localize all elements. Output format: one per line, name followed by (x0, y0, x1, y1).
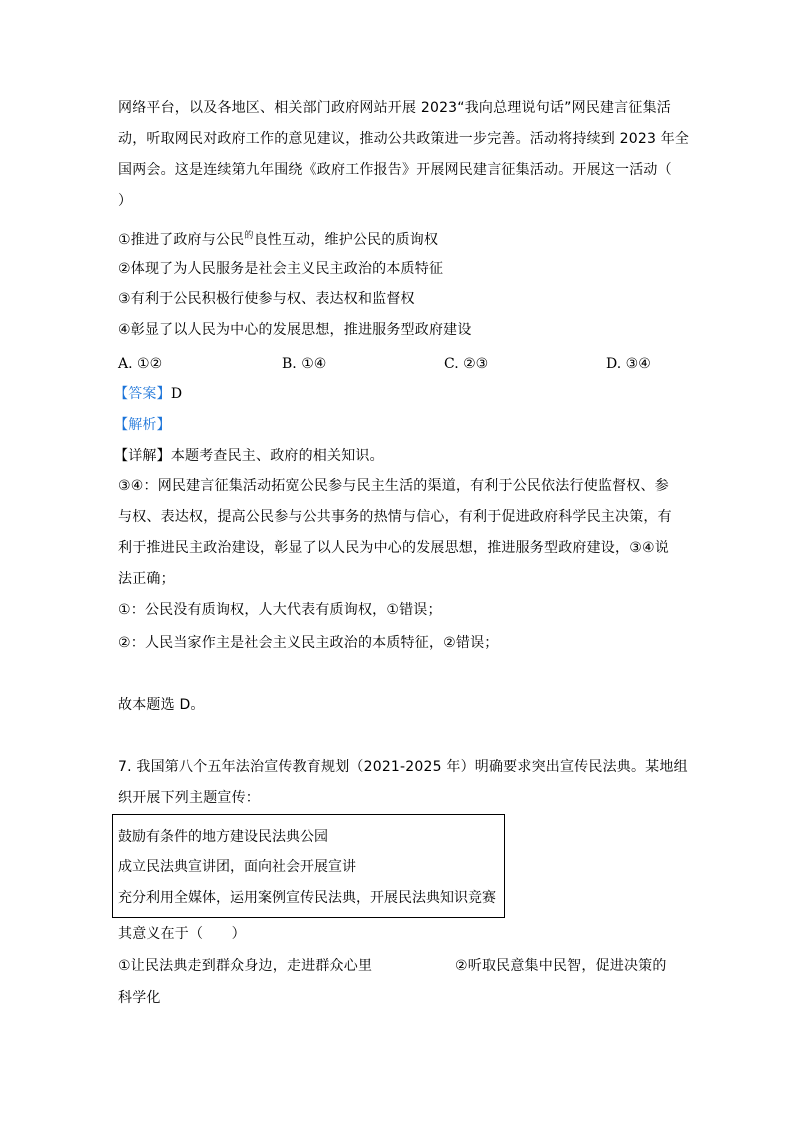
option-a-value: ①② (137, 356, 163, 372)
explanation-line-6: ②：人民当家作主是社会主义民主政治的本质特征，②错误； (118, 635, 499, 651)
option-a-letter: A. (118, 356, 133, 372)
option-c-value: ②③ (463, 356, 489, 372)
q7-statement-2-line-1: ②听取民意集中民智，促进决策的 (455, 958, 667, 974)
option-d (606, 356, 651, 372)
q7-stem-line-1: 7. 我国第八个五年法治宣传教育规划（2021-2025 年）明确要求突出宣传民法典。某地组 (118, 759, 688, 775)
detail-intro: 本题考查民主、政府的相关知识。 (170, 448, 384, 464)
statement-1-superscript: 的 (244, 231, 254, 241)
q6-stem-line-2: 动，听取网民对政府工作的意见建议，推动公共政策进一步完善。活动将持续到 2023 年全 (118, 131, 690, 147)
option-b-value: ①④ (301, 356, 327, 372)
q6-stem-line-3: 国两会。这是连续第九年围绕《政府工作报告》开展网民建言征集活动。开展这一活动（ (118, 162, 672, 178)
detail-row (114, 448, 384, 464)
q6-statement-3: ③有利于公民积极行使参与权、表达权和监督权 (118, 291, 415, 307)
q6-statement-4: ④彰显了以人民为中心的发展思想，推进服务型政府建设 (118, 322, 472, 338)
box-line-3: 充分利用全媒体，运用案例宣传民法典，开展民法典知识竞赛 (118, 890, 496, 906)
option-a (118, 356, 162, 372)
option-c-letter: C. (444, 356, 459, 372)
explanation-line-1: ③④：网民建言征集活动拓宽公民参与民主生活的渠道，有利于公民依法行使监督权、参 (118, 478, 669, 494)
q7-statement-1: ①让民法典走到群众身边，走进群众心里 (118, 958, 373, 974)
q6-statement-1 (118, 232, 438, 250)
explanation-line-5: ①：公民没有质询权，人大代表有质询权，①错误； (118, 602, 442, 618)
answer-value: D (170, 386, 183, 402)
statement-1-text-b: 良性互动，维护公民的质询权 (253, 232, 439, 248)
statement-1-text-a: ①推进了政府与公民 (118, 232, 245, 248)
box-line-2: 成立民法典宣讲团，面向社会开展宣讲 (118, 859, 356, 875)
explanation-line-4: 法正确； (118, 571, 175, 587)
q6-stem-line-1: 网络平台，以及各地区、相关部门政府网站开展 2023“我向总理说句话”网民建言征集活 (118, 100, 671, 116)
q6-statement-2: ②体现了为人民服务是社会主义民主政治的本质特征 (118, 261, 444, 277)
explanation-line-3: 利于推进民主政治建设，彰显了以人民为中心的发展思想，推进服务型政府建设，③④说 (118, 540, 669, 556)
option-d-value: ③④ (625, 356, 651, 372)
option-c (444, 356, 488, 372)
answer-label: 【答案】 (114, 386, 171, 402)
box-line-1: 鼓励有条件的地方建设民法典公园 (118, 829, 328, 845)
q7-material-box (112, 814, 505, 918)
option-b-letter: B. (282, 356, 297, 372)
conclusion: 故本题选 D。 (118, 697, 205, 713)
q7-stem-line-2: 织开展下列主题宣传： (118, 790, 260, 806)
answer-row (114, 386, 182, 402)
explanation-line-2: 与权、表达权，提高公民参与公共事务的热情与信心，有利于促进政府科学民主决策，有 (118, 509, 672, 525)
option-b (282, 356, 326, 372)
analysis-label: 【解析】 (114, 417, 171, 433)
q6-stem-line-4: ） (118, 193, 133, 209)
q7-statement-2-line-2: 科学化 (118, 990, 161, 1006)
q7-prompt: 其意义在于（ ） (118, 926, 246, 942)
option-d-letter: D. (606, 356, 622, 372)
detail-label: 【详解】 (114, 448, 171, 464)
